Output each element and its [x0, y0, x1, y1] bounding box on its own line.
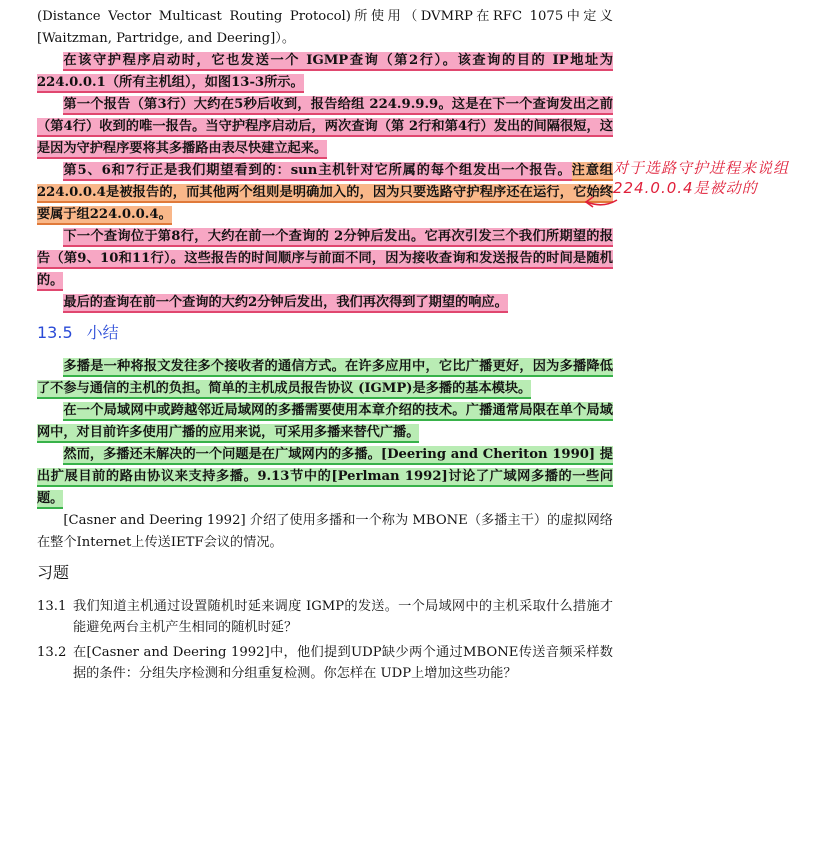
exercise-item [37, 642, 613, 684]
intro-paragraph: (Distance Vector Multicast Routing Protocol)所使用（DVMRP在RFC 1075中定义[Waitzman, Partridge, and Deering]）。 [37, 9, 613, 46]
highlight-summary-1: 多播是一种将报文发往多个接收者的通信方式。在许多应用中，它比广播更好，因为多播降低了不参与通信的主机的负担。简单的主机成员报告协议 (IGMP)是多播的基本模块。 [37, 358, 613, 399]
paragraph-first-report [37, 94, 613, 160]
summary-paragraph-1 [37, 356, 613, 400]
highlight-lines-5-7: 第5、6和7行正是我们期望看到的：sun主机针对它所属的每个组发出一个报告。 [63, 162, 571, 181]
paragraph-lines-5-7 [37, 160, 613, 226]
highlight-summary-2: 在一个局域网中或跨越邻近局域网的多播需要使用本章介绍的技术。广播通常局限在单个局域网中，对目前许多使用广播的应用来说，可采用多播来替代广播。 [37, 402, 613, 443]
exercise-text: 在[Casner and Deering 1992]中，他们提到UDP缺少两个通过MBONE传送音频采样数据的条件：分组失序检测和分组重复检测。你怎样在 UDP上增加这些功能？ [73, 645, 613, 681]
exercise-item [37, 596, 613, 638]
summary-paragraph-3 [37, 444, 613, 510]
section-number: 13.5 [37, 323, 73, 342]
handwritten-annotation: 对于选路守护进程来说组224.0.0.4是被动的 [613, 159, 790, 197]
exercise-number: 13.1 [37, 599, 67, 614]
summary-paragraph-2 [37, 400, 613, 444]
highlight-final-query: 最后的查询在前一个查询的大约2分钟后发出，我们再次得到了期望的响应。 [63, 294, 507, 313]
highlight-next-query: 下一个查询位于第8行，大约在前一个查询的 2分钟后发出。它再次引发三个我们所期望的报告（第9、10和11行）。这些报告的时间顺序与前面不同，因为接收查询和发送报告的时间是随机的。 [37, 228, 613, 291]
exercises-heading: 习题 [37, 563, 70, 582]
highlight-summary-3: 然而，多播还未解决的一个问题是在广域网内的多播。[Deering and Cheriton 1990] 提出扩展目前的路由协议来支持多播。9.13节中的[Perlman 1992]讨论了广域网多播的一些问题。 [37, 446, 613, 509]
summary-paragraph-4: [Casner and Deering 1992] 介绍了使用多播和一个称为 MBONE（多播主干）的虚拟网络在整个Internet上传送IETF会议的情况。 [37, 513, 613, 550]
highlight-group-224-0-0-4: 注意组224.0.0.4是被报告的，而其他两个组则是明确加入的，因为只要选路守护程序还在运行，它始终要属于组224.0.0.4。 [37, 162, 613, 225]
section-title: 小结 [86, 323, 119, 342]
section-heading [37, 322, 613, 344]
paragraph-daemon-query [37, 50, 613, 94]
paragraph-final-query [37, 292, 613, 314]
paragraph-next-query [37, 226, 613, 292]
highlight-daemon-query: 在该守护程序启动时，它也发送一个 IGMP查询（第2行）。该查询的目的 IP地址为224.0.0.1（所有主机组），如图13-3所示。 [37, 52, 613, 93]
page-content [37, 6, 613, 684]
highlight-first-report: 第一个报告（第3行）大约在5秒后收到，报告给组 224.9.9.9。这是在下一个查询发出之前（第4行）收到的唯一报告。当守护程序启动后，两次查询（第 2行和第4行）发出的间隔很短，这是因为守护程序要将其多播路由表尽快建立起来。 [37, 96, 613, 159]
exercise-number: 13.2 [37, 645, 67, 660]
exercise-text: 我们知道主机通过设置随机时延来调度 IGMP的发送。一个局域网中的主机采取什么措施才能避免两台主机产生相同的随机时延？ [73, 599, 613, 635]
